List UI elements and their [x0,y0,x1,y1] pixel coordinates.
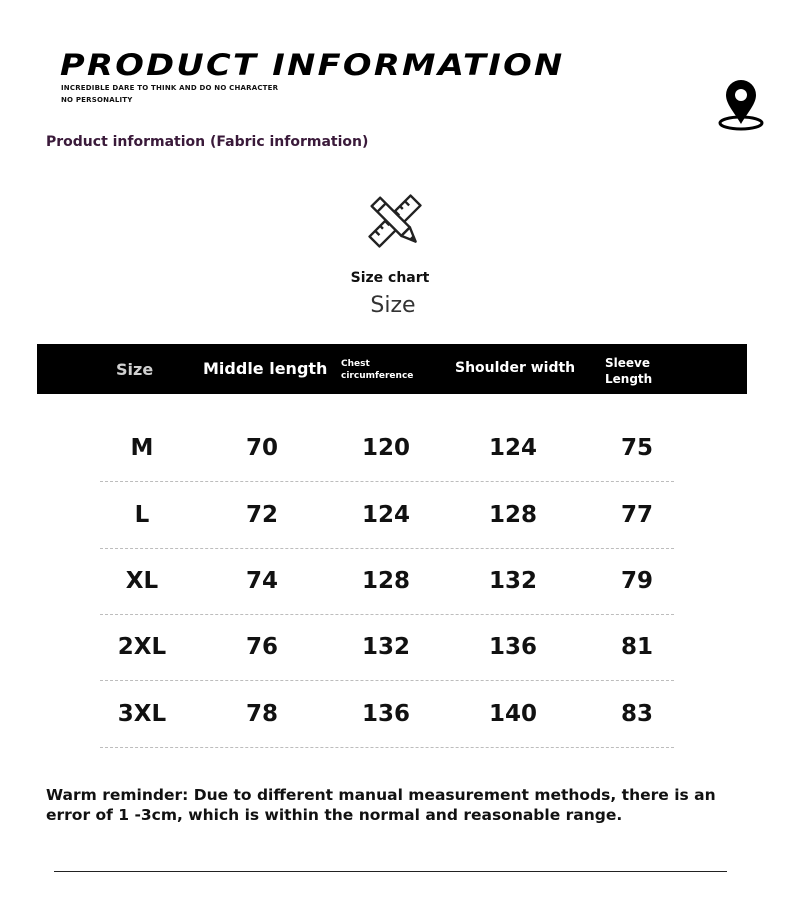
cell-middle-length: 70 [245,435,279,461]
cell-chest: 124 [361,502,411,528]
location-pin-icon [716,78,766,132]
cell-sleeve: 75 [620,435,654,461]
cell-sleeve: 83 [620,701,654,727]
cell-chest: 128 [361,568,411,594]
cell-middle-length: 76 [245,634,279,660]
cell-shoulder: 124 [488,435,538,461]
tagline-line-2: NO PERSONALITY [61,96,133,104]
cell-shoulder: 132 [488,568,538,594]
table-row [100,415,674,482]
table-row [100,548,674,615]
cell-size: M [130,435,154,461]
cell-size: XL [125,568,159,594]
cell-chest: 136 [361,701,411,727]
size-chart-subtitle: Size [370,293,416,318]
column-header-sleeve [605,355,652,387]
cell-size: L [134,502,150,528]
column-header-sleeve-line1: Sleeve [605,356,650,370]
column-header-sleeve-line2: Length [605,372,653,386]
table-row [100,614,674,681]
cell-middle-length: 78 [245,701,279,727]
page-title: PRODUCT INFORMATION [60,48,565,82]
column-header-shoulder-width: Shoulder width [455,360,576,376]
section-label: Product information (Fabric information) [46,134,369,150]
cell-size: 3XL [117,701,167,727]
cell-sleeve: 79 [620,568,654,594]
column-header-chest [341,358,413,382]
column-header-size: Size [116,360,154,379]
cell-shoulder: 128 [488,502,538,528]
cell-sleeve: 81 [620,634,654,660]
column-header-chest-line2: circumference [341,371,414,381]
bottom-divider [54,871,727,872]
cell-middle-length: 74 [245,568,279,594]
table-row [100,482,674,549]
cell-chest: 120 [361,435,411,461]
column-header-chest-line1: Chest [341,359,370,369]
tagline-line-1: INCREDIBLE DARE TO THINK AND DO NO CHARACTER [61,84,279,92]
column-header-middle-length: Middle length [203,359,328,378]
cell-shoulder: 140 [488,701,538,727]
cell-sleeve: 77 [620,502,654,528]
cell-chest: 132 [361,634,411,660]
warm-reminder-text: Warm reminder: Due to different manual measurement methods, there is an error of 1 -3cm, which is within the normal and reasonable range. [46,786,716,824]
cell-size: 2XL [117,634,167,660]
size-chart-label: Size chart [350,270,430,286]
cell-middle-length: 72 [245,502,279,528]
cell-shoulder: 136 [488,634,538,660]
table-row [100,681,674,748]
table-header [37,344,747,394]
ruler-pencil-icon [364,190,426,252]
